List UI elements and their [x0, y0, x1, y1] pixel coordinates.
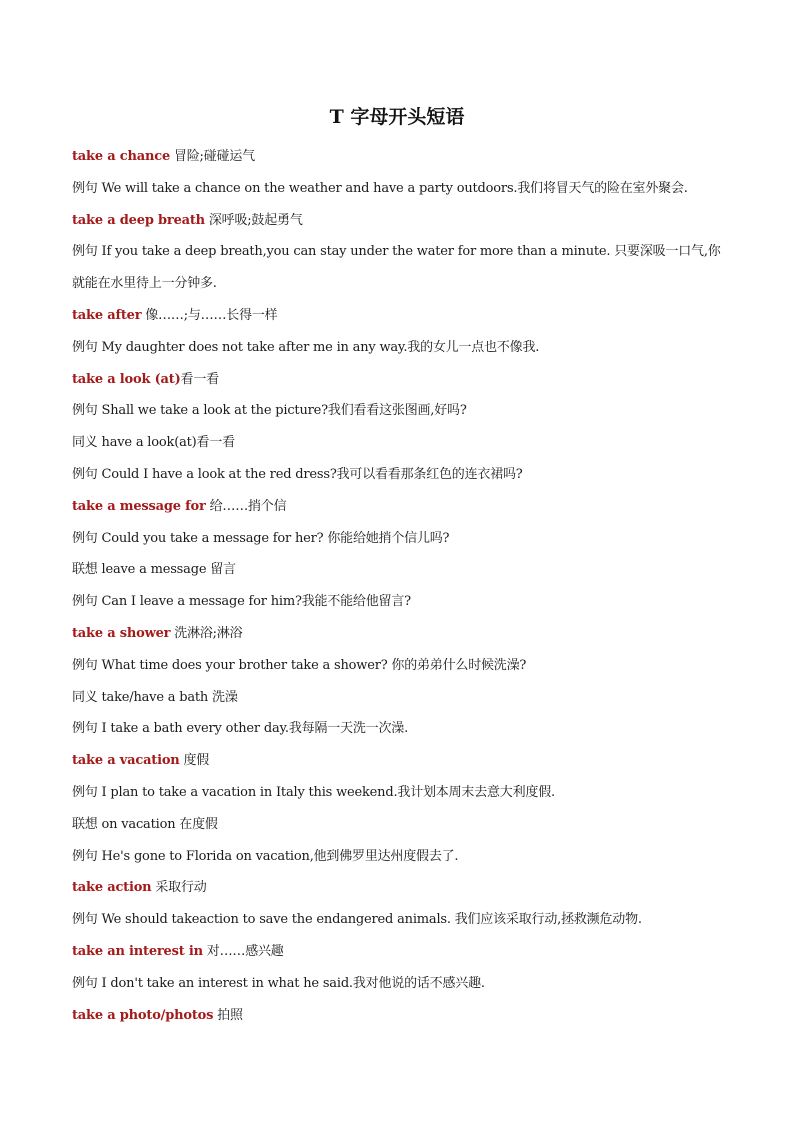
example-sentence: 例句 Shall we take a look at the picture?我们看看这张图画,好吗? [72, 403, 467, 419]
example-sentence: 例句 We should takeaction to save the endangered animals. 我们应该采取行动,拯救濒危动物. [72, 912, 642, 928]
phrase-term: take an interest in [72, 943, 203, 959]
phrase-entry [72, 1000, 727, 1032]
example-sentence: 例句 I take a bath every other day.我每隔一天洗一次澡. [72, 721, 409, 737]
example-sentence: 例句 My daughter does not take after me in any way.我的女儿一点也不像我. [72, 339, 540, 355]
example-sentence: 例句 If you take a deep breath,you can stay under the water for more than a minute. 只要深吸一口气,你就能在水里待上一分钟多. [72, 244, 721, 292]
phrase-entry [72, 936, 727, 968]
example-sentence: 例句 I don't take an interest in what he said.我对他说的话不感兴趣. [72, 975, 485, 991]
page-title: T 字母开头短语 [329, 106, 465, 128]
example-sentence: 例句 He's gone to Florida on vacation,他到佛罗里达州度假去了. [72, 848, 459, 864]
related-phrase: 同义 have a look(at)看一看 [72, 435, 235, 451]
phrase-meaning: 像……;与……长得一样 [141, 307, 278, 323]
phrase-term: take a look (at) [72, 371, 181, 387]
phrase-entry [72, 300, 727, 332]
related-phrase: 联想 leave a message 留言 [72, 562, 236, 578]
phrase-meaning: 洗淋浴;淋浴 [170, 625, 243, 641]
phrase-term: take a photo/photos [72, 1007, 214, 1023]
phrase-term: take action [72, 880, 152, 896]
phrase-list [72, 141, 727, 1031]
related-phrase: 同义 take/have a bath 洗澡 [72, 689, 238, 705]
phrase-term: take a deep breath [72, 212, 205, 228]
phrase-entry [72, 205, 727, 237]
phrase-term: take a vacation [72, 753, 180, 769]
phrase-meaning: 对……感兴趣 [202, 943, 284, 959]
phrase-entry [72, 364, 727, 396]
phrase-meaning: 度假 [179, 753, 210, 769]
phrase-entry [72, 618, 727, 650]
phrase-meaning: 拍照 [213, 1007, 243, 1023]
phrase-entry [72, 491, 727, 523]
phrase-meaning: 采取行动 [151, 880, 207, 896]
phrase-term: take after [72, 307, 142, 323]
phrase-meaning: 冒险;碰碰运气 [170, 149, 255, 164]
example-sentence: 例句 We will take a chance on the weather and have a party outdoors.我们将冒天气的险在室外聚会. [72, 180, 688, 196]
example-sentence: 例句 Can I leave a message for him?我能不能给他留言? [72, 594, 411, 610]
example-sentence: 例句 Could you take a message for her? 你能给她捎个信儿吗? [72, 530, 450, 546]
related-phrase: 联想 on vacation 在度假 [72, 816, 218, 832]
example-sentence: 例句 What time does your brother take a shower? 你的弟弟什么时候洗澡? [72, 657, 527, 673]
example-sentence: 例句 Could I have a look at the red dress?我可以看看那条红色的连衣裙吗? [72, 466, 523, 482]
phrase-term: take a message for [72, 498, 206, 514]
phrase-meaning: 看一看 [180, 371, 219, 387]
phrase-meaning: 给……捎个信 [205, 498, 287, 514]
phrase-entry [72, 872, 727, 904]
phrase-meaning: 深呼吸;鼓起勇气 [204, 212, 303, 228]
example-sentence: 例句 I plan to take a vacation in Italy this weekend.我计划本周末去意大利度假. [72, 784, 555, 800]
phrase-entry [72, 141, 727, 173]
phrase-term: take a shower [72, 625, 171, 641]
phrase-entry [72, 745, 727, 777]
phrase-term: take a chance [72, 149, 171, 164]
